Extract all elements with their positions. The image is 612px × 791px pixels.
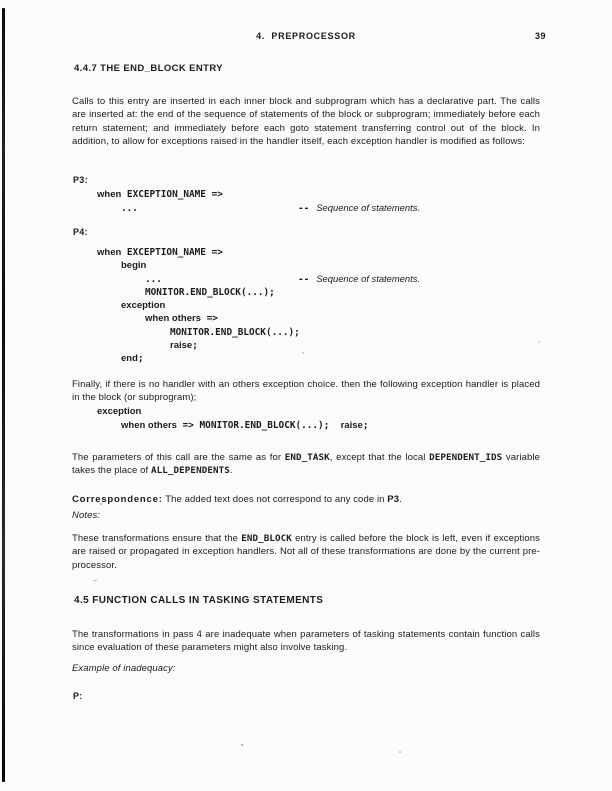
code-text: => MONITOR.END_BLOCK(...); — [176, 419, 341, 431]
paragraph-intro-45: The transformations in pass 4 are inadequate when parameters of tasking statements contain function calls since evaluation of these parameters might also involve tasking. — [72, 628, 540, 654]
paragraph-intro-447: Calls to this entry are inserted in each inner block and subprogram which has a declarative part. The calls are inserted at: the end of the sequence of statements of the block or subprogram; immediately before each return statement; and immediately before each goto statement transferring control out of the block. In addition, to allow for exceptions raised in the handler itself, each exception handler is modified as follows: — [72, 95, 540, 148]
code-text: ... — [145, 273, 162, 285]
paragraph-parameters — [72, 451, 540, 478]
code-label-p4: P4: — [73, 227, 88, 237]
bold-text: P3 — [387, 493, 400, 505]
section-heading-4-5: 4.5 FUNCTION CALLS IN TASKING STATEMENTS — [74, 595, 324, 606]
comment-dashes: -- — [298, 273, 310, 285]
body-text: These transformations ensure that the — [72, 532, 242, 544]
keyword: exception — [121, 300, 166, 312]
keyword: exception — [97, 406, 142, 417]
code-text: ; — [192, 340, 198, 352]
inline-code: END_BLOCK — [241, 532, 292, 544]
keyword: when — [97, 189, 122, 200]
code-line — [121, 299, 557, 312]
scan-speck — [93, 580, 97, 581]
code-line — [97, 246, 557, 259]
notes-label: Notes: — [72, 510, 101, 521]
code-block-handler — [97, 405, 557, 433]
code-text: MONITOR.END_BLOCK(...); — [145, 286, 275, 298]
keyword: when others — [145, 313, 201, 325]
page-number: 39 — [535, 31, 547, 41]
keyword: when others — [121, 419, 177, 431]
body-text: The added text does not correspond to any code in — [162, 493, 388, 505]
code-line — [145, 312, 557, 325]
keyword: raise — [340, 419, 363, 431]
code-line — [121, 419, 557, 433]
code-line — [97, 188, 557, 202]
body-text: variable takes the place of — [72, 451, 540, 477]
code-text: EXCEPTION_NAME => — [121, 189, 223, 200]
body-text: . — [229, 465, 233, 477]
code-block-p3 — [97, 188, 557, 216]
code-label-p3: P3: — [73, 175, 88, 185]
scan-speck — [399, 751, 401, 753]
code-block-p4 — [97, 246, 557, 366]
comment-text: Sequence of statements. — [316, 272, 421, 284]
code-text: EXCEPTION_NAME => — [121, 247, 223, 258]
code-label-p: P: — [73, 691, 83, 701]
body-text: The parameters of this call are the same as for — [72, 451, 285, 463]
inline-code: DEPENDENT_IDS — [429, 451, 503, 463]
scan-speck — [241, 744, 243, 746]
comment-text: Sequence of statements. — [316, 201, 421, 213]
chapter-header: 4. PREPROCESSOR — [256, 31, 356, 41]
code-line — [145, 273, 557, 286]
code-line — [170, 339, 557, 352]
code-line — [121, 352, 557, 365]
code-text: ; — [137, 353, 144, 365]
code-text: => — [200, 313, 218, 325]
comment-dashes: -- — [298, 202, 310, 214]
keyword: end — [121, 353, 138, 365]
code-text: ; — [362, 419, 369, 431]
body-text: entry is called before the block is left, even if exceptions are raised or propagated in exception handlers. Not all of these transformations are done by the current pre-processor. — [72, 532, 540, 571]
inline-code: ALL_DEPENDENTS — [151, 465, 230, 477]
correspondence-label: Correspondence: — [72, 493, 163, 505]
code-comment — [298, 273, 420, 286]
code-line — [121, 259, 557, 272]
code-line — [97, 405, 557, 419]
body-text: , except that the local — [329, 451, 430, 463]
example-label: Example of inadequacy: — [72, 663, 176, 674]
scan-edge-artifact — [2, 8, 5, 782]
body-text: . — [399, 493, 402, 505]
paragraph-notes — [72, 532, 540, 573]
correspondence-note — [72, 493, 540, 507]
code-text: MONITOR.END_BLOCK(...); — [170, 326, 300, 338]
keyword: raise — [170, 340, 193, 352]
code-line — [145, 286, 557, 299]
code-line — [121, 202, 557, 216]
code-comment — [298, 202, 420, 216]
paragraph-finally: Finally, if there is no handler with an others exception choice. then the following exception handler is placed in the block (or subprogram); — [72, 378, 540, 404]
keyword: begin — [121, 260, 147, 272]
section-heading-4-4-7: 4.4.7 THE END_BLOCK ENTRY — [74, 63, 224, 74]
code-text: ... — [121, 202, 138, 214]
keyword: when — [97, 247, 122, 258]
inline-code: END_TASK — [284, 451, 330, 463]
code-line — [170, 326, 557, 339]
